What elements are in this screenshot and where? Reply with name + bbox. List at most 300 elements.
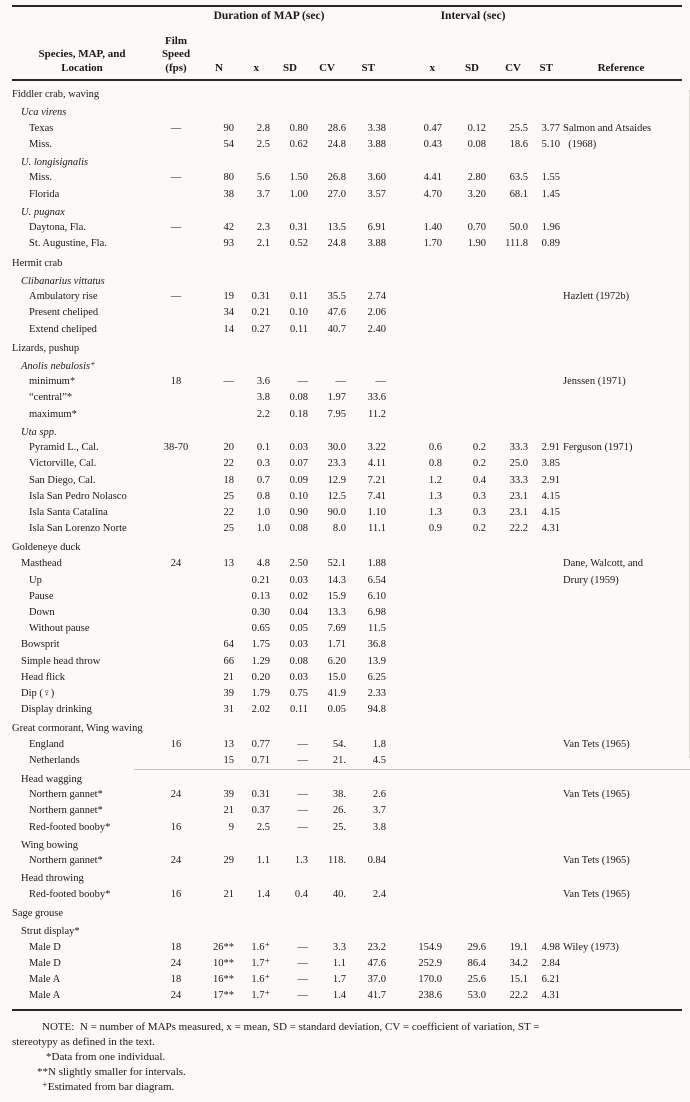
duration-sd-value: 0.07	[289, 458, 308, 470]
duration-st-value: 3.22	[367, 442, 386, 454]
interval-st-value	[528, 737, 560, 753]
duration-sd-value: 0.08	[289, 523, 308, 535]
reference-value: Salmon and Atsaides	[563, 122, 652, 134]
row-label: Hermit crab	[12, 257, 63, 269]
reference-value	[560, 686, 682, 702]
interval-sd-value	[442, 605, 486, 621]
table-row	[12, 390, 682, 406]
interval-sd-value: 53.0	[467, 990, 486, 1002]
interval-st-value	[528, 621, 560, 637]
duration-sd-value: 2.50	[289, 558, 308, 570]
duration-sd-value: 0.03	[289, 574, 308, 586]
interval-st-value	[528, 305, 560, 321]
duration-cv-value: 26.8	[327, 172, 346, 184]
duration-st-value	[346, 203, 386, 222]
interval-cv-value	[486, 322, 528, 338]
interval-st-value: 4.98	[541, 941, 560, 953]
duration-st-value	[346, 770, 386, 789]
table-row	[12, 170, 682, 186]
duration-cv-value: 13.5	[327, 222, 346, 234]
interval-cv-value	[486, 573, 528, 589]
n-value: 14	[223, 323, 234, 335]
interval-st-value	[528, 869, 560, 888]
n-value: 9	[228, 821, 234, 833]
interval-mean-value	[386, 621, 442, 637]
table-row	[12, 203, 682, 221]
row-label: England	[29, 739, 64, 751]
duration-cv-value: 40.	[332, 888, 346, 900]
duration-st-value: 3.57	[367, 188, 386, 200]
duration-cv-value: 6.20	[327, 655, 346, 667]
interval-sd-value	[442, 322, 486, 338]
reference-value	[560, 922, 682, 941]
interval-st-value: 1.45	[541, 188, 560, 200]
reference-value	[560, 456, 682, 472]
interval-cv-value	[486, 686, 528, 702]
interval-st-value	[528, 654, 560, 670]
duration-st-value: 11.5	[368, 623, 386, 635]
n-value: 93	[223, 238, 234, 250]
interval-st-value: 6.21	[541, 973, 560, 985]
duration-mean-value	[234, 423, 270, 442]
interval-cv-value	[486, 922, 528, 941]
duration-st-value: 36.8	[367, 639, 386, 651]
table-row	[12, 737, 682, 753]
interval-sd-value	[442, 637, 486, 653]
reference-value	[560, 473, 682, 489]
duration-cv-value: 54.	[332, 739, 346, 751]
film-speed-value	[152, 153, 200, 172]
interval-mean-value	[386, 869, 442, 888]
duration-st-column-heading: ST	[361, 61, 375, 74]
duration-cv-value	[308, 203, 346, 222]
interval-st-value: 3.77	[541, 122, 560, 134]
film-speed-value	[152, 236, 200, 252]
duration-cv-value: 30.0	[327, 442, 346, 454]
interval-cv-column-heading: CV	[505, 61, 521, 74]
interval-sd-value: 3.20	[467, 188, 486, 200]
film-speed-value: —	[170, 222, 182, 234]
reference-value	[560, 305, 682, 321]
reference-value	[560, 170, 682, 186]
duration-st-value: 11.2	[368, 408, 386, 420]
table-row	[12, 440, 682, 456]
film-speed-value: 18	[170, 973, 182, 985]
interval-st-value	[528, 803, 560, 819]
n-value: 21	[223, 805, 234, 817]
duration-sd-value: —	[297, 739, 308, 751]
table-row	[12, 573, 682, 589]
duration-mean-value: 1.6⁺	[251, 973, 270, 985]
table-row	[12, 853, 682, 869]
interval-sd-value: 0.12	[467, 122, 486, 134]
duration-mean-value	[234, 836, 270, 855]
row-label: Display drinking	[21, 704, 92, 716]
interval-st-value	[528, 203, 560, 222]
interval-cv-value	[486, 869, 528, 888]
film-speed-value: 24	[170, 957, 182, 969]
interval-sd-value: 2.80	[467, 172, 486, 184]
duration-cv-value	[308, 272, 346, 291]
interval-cv-value	[486, 357, 528, 376]
table-row	[12, 589, 682, 605]
duration-st-value: 7.41	[367, 490, 386, 502]
duration-st-value	[346, 922, 386, 941]
table-row	[12, 670, 682, 686]
row-label: Daytona, Fla.	[29, 222, 86, 234]
duration-sd-value	[270, 357, 308, 376]
interval-st-value	[528, 407, 560, 423]
table-row	[12, 621, 682, 637]
film-speed-value: —	[170, 172, 182, 184]
film-speed-value	[152, 670, 200, 686]
n-value	[200, 407, 234, 423]
film-speed-value	[152, 836, 200, 855]
duration-sd-value: 1.50	[289, 172, 308, 184]
duration-sd-value: 0.03	[289, 442, 308, 454]
interval-mean-value	[386, 637, 442, 653]
interval-st-value	[528, 423, 560, 442]
interval-sd-value	[442, 374, 486, 390]
row-label: Great cormorant, Wing waving	[12, 723, 143, 735]
duration-cv-value: 15.0	[327, 671, 346, 683]
interval-st-value: 2.91	[541, 442, 560, 454]
duration-mean-value: 2.8	[256, 122, 270, 134]
interval-sd-value	[442, 305, 486, 321]
interval-sd-value: 0.70	[467, 222, 486, 234]
duration-mean-value: 1.7⁺	[251, 957, 270, 969]
interval-mean-value: 1.2	[428, 474, 442, 486]
n-value: —	[223, 376, 234, 388]
interval-mean-value	[386, 820, 442, 836]
interval-cv-value	[486, 621, 528, 637]
duration-mean-value: 5.6	[256, 172, 270, 184]
duration-sd-value: 0.75	[289, 687, 308, 699]
duration-cv-value: 47.6	[327, 307, 346, 319]
note-line-1: NOTE: N = number of MAPs measured, x = mean, SD = standard deviation, CV = coefficient of variation, ST =	[42, 1021, 540, 1034]
reference-value	[560, 605, 682, 621]
interval-st-value	[528, 272, 560, 291]
duration-sd-value: 0.52	[289, 238, 308, 250]
interval-cv-value: 23.1	[509, 490, 528, 502]
duration-st-value: 6.91	[367, 222, 386, 234]
reference-value	[560, 621, 682, 637]
film-speed-value	[152, 456, 200, 472]
table-row	[12, 869, 682, 887]
duration-cv-value: 7.95	[327, 408, 346, 420]
n-value: 29	[223, 855, 234, 867]
row-label: Without pause	[29, 623, 90, 635]
duration-st-value: 33.6	[367, 392, 386, 404]
duration-mean-value: 1.29	[251, 655, 270, 667]
interval-mean-value	[386, 556, 442, 572]
interval-mean-value	[386, 770, 442, 789]
reference-value	[560, 753, 682, 769]
interval-sd-value	[442, 589, 486, 605]
duration-sd-value	[270, 272, 308, 291]
duration-mean-value: 0.31	[251, 789, 270, 801]
duration-cv-value	[308, 153, 346, 172]
duration-st-value: 2.6	[372, 789, 386, 801]
interval-st-value: 5.10	[541, 138, 560, 150]
film-speed-value: 24	[170, 558, 182, 570]
duration-st-value: 3.38	[367, 122, 386, 134]
duration-st-value: 6.10	[367, 590, 386, 602]
duration-sd-value: —	[297, 973, 308, 985]
table-row	[12, 556, 682, 572]
n-value: 13	[223, 739, 234, 751]
duration-mean-value: 4.8	[256, 558, 270, 570]
reference-value	[560, 670, 682, 686]
film-speed-value	[152, 505, 200, 521]
duration-mean-value: 1.6⁺	[251, 941, 270, 953]
duration-st-value	[346, 153, 386, 172]
table-row	[12, 338, 682, 357]
interval-mean-value: 1.70	[423, 238, 442, 250]
reference-value	[560, 272, 682, 291]
interval-cv-value: 68.1	[509, 188, 528, 200]
interval-cv-value	[486, 289, 528, 305]
reference-value	[560, 988, 682, 1004]
row-label: St. Augustine, Fla.	[29, 238, 107, 250]
interval-mean-value	[386, 605, 442, 621]
interval-st-value	[528, 589, 560, 605]
row-label: Victorville, Cal.	[29, 458, 97, 470]
row-label: Male D	[29, 941, 61, 953]
row-label: Masthead	[21, 558, 62, 570]
interval-cv-value: 25.0	[509, 458, 528, 470]
table-row	[12, 903, 682, 922]
table-row	[12, 702, 682, 718]
duration-mean-value: 3.6	[256, 376, 270, 388]
interval-sd-value	[442, 556, 486, 572]
duration-cv-value: 14.3	[327, 574, 346, 586]
reference-value	[560, 654, 682, 670]
interval-sd-value	[442, 737, 486, 753]
reference-value	[560, 236, 682, 252]
film-speed-value	[152, 869, 200, 888]
n-value	[200, 390, 234, 406]
interval-mean-value	[386, 737, 442, 753]
interval-st-value: 0.89	[541, 238, 560, 250]
n-value	[200, 423, 234, 442]
interval-st-value: 3.85	[541, 458, 560, 470]
duration-mean-value: 0.1	[256, 442, 270, 454]
duration-cv-value: 23.3	[327, 458, 346, 470]
duration-cv-value: 1.7	[332, 973, 346, 985]
duration-sd-value: —	[297, 821, 308, 833]
table-row	[12, 473, 682, 489]
interval-sd-value: 0.3	[472, 490, 486, 502]
interval-cv-value: 22.2	[509, 523, 528, 535]
fps-heading-line2: Speed	[161, 48, 191, 60]
interval-mean-value: 4.70	[423, 188, 442, 200]
interval-st-value	[528, 605, 560, 621]
duration-cv-value: 28.6	[327, 122, 346, 134]
duration-st-value: 3.60	[367, 172, 386, 184]
interval-sd-value: 0.08	[467, 138, 486, 150]
interval-sd-value	[442, 787, 486, 803]
interval-sd-value: 25.6	[467, 973, 486, 985]
interval-st-value: 2.91	[541, 474, 560, 486]
table-row	[12, 84, 682, 103]
duration-cv-value: 52.1	[327, 558, 346, 570]
duration-mean-value	[234, 272, 270, 291]
interval-mean-value	[386, 103, 442, 122]
film-speed-value	[152, 390, 200, 406]
row-label: Red-footed booby*	[29, 821, 111, 833]
n-value	[200, 621, 234, 637]
row-label: Clibanarius vittatus	[21, 275, 105, 287]
interval-st-value	[528, 374, 560, 390]
interval-cv-value	[486, 670, 528, 686]
n-value: 39	[223, 789, 234, 801]
duration-sd-value: 0.11	[290, 291, 308, 303]
row-label: Red-footed booby*	[29, 888, 111, 900]
reference-value	[560, 357, 682, 376]
row-label: Texas	[29, 122, 54, 134]
film-speed-value	[152, 770, 200, 789]
reference-value: Hazlett (1972b)	[563, 291, 630, 303]
table-row	[12, 836, 682, 854]
interval-cv-value: 34.2	[509, 957, 528, 969]
duration-st-value: 1.88	[367, 558, 386, 570]
table-row	[12, 505, 682, 521]
film-speed-value	[152, 573, 200, 589]
n-value: 16**	[213, 973, 234, 985]
interval-sd-value	[442, 621, 486, 637]
duration-sd-value	[270, 153, 308, 172]
interval-mean-column-heading: x	[429, 61, 435, 74]
reference-value: Wiley (1973)	[563, 941, 619, 953]
table-row	[12, 972, 682, 988]
row-label: Sage grouse	[12, 908, 64, 920]
film-speed-value	[152, 637, 200, 653]
interval-mean-value	[386, 853, 442, 869]
interval-cv-value: 22.2	[509, 990, 528, 1002]
duration-st-value	[346, 423, 386, 442]
interval-mean-value	[386, 787, 442, 803]
film-speed-value	[152, 621, 200, 637]
duration-st-value: 2.4	[372, 888, 386, 900]
row-label: Male A	[29, 973, 61, 985]
n-value: 34	[223, 307, 234, 319]
interval-sd-value	[442, 869, 486, 888]
duration-mean-value: 2.02	[251, 704, 270, 716]
table-row	[12, 940, 682, 956]
n-value: 13	[223, 558, 234, 570]
interval-sd-value	[442, 803, 486, 819]
row-label: U. longisignalis	[21, 156, 89, 168]
n-value	[200, 922, 234, 941]
row-label: maximum*	[29, 408, 77, 420]
film-speed-value	[152, 521, 200, 537]
interval-mean-value	[386, 670, 442, 686]
row-label: Ambulatory rise	[29, 291, 98, 303]
row-label: Extend cheliped	[29, 323, 97, 335]
film-speed-value	[152, 357, 200, 376]
reference-column-heading: Reference	[597, 61, 645, 74]
film-speed-value	[152, 322, 200, 338]
n-value: 42	[223, 222, 234, 234]
interval-st-value	[528, 103, 560, 122]
table-row	[12, 887, 682, 903]
duration-sd-value: 0.62	[289, 138, 308, 150]
reference-value	[560, 702, 682, 718]
interval-mean-value: 0.43	[423, 138, 442, 150]
row-label: Simple head throw	[21, 655, 101, 667]
n-value: 19	[223, 291, 234, 303]
duration-st-value: 37.0	[367, 973, 386, 985]
interval-sd-value: 0.2	[472, 442, 486, 454]
interval-mean-value	[386, 305, 442, 321]
reference-value: (1968)	[563, 138, 597, 150]
duration-cv-value	[308, 922, 346, 941]
interval-cv-value: 25.5	[509, 122, 528, 134]
interval-mean-value: 170.0	[418, 973, 442, 985]
interval-cv-value: 18.6	[509, 138, 528, 150]
duration-sd-value: 0.02	[289, 590, 308, 602]
interval-st-value	[528, 670, 560, 686]
footnote-single-asterisk: *Data from one individual.	[46, 1051, 166, 1064]
interval-st-value: 4.15	[541, 507, 560, 518]
interval-st-value	[528, 289, 560, 305]
duration-cv-value: 0.05	[327, 704, 346, 716]
n-value	[200, 272, 234, 291]
duration-cv-value: 118.	[328, 855, 346, 867]
table-row	[12, 753, 682, 769]
duration-mean-value	[234, 203, 270, 222]
duration-mean-value: 1.4	[256, 888, 270, 900]
table-row	[12, 187, 682, 203]
n-value	[200, 357, 234, 376]
row-label: Northern gannet*	[29, 855, 103, 867]
duration-mean-value: 0.7	[256, 474, 270, 486]
duration-st-value: 1.10	[367, 507, 386, 518]
film-speed-value	[152, 489, 200, 505]
duration-mean-value: 0.8	[256, 490, 270, 502]
interval-st-value	[528, 853, 560, 869]
duration-mean-value: 0.3	[256, 458, 270, 470]
interval-st-value: 1.55	[541, 172, 560, 184]
duration-cv-value: 21.	[332, 755, 346, 767]
n-value: 64	[223, 639, 234, 651]
interval-cv-value	[486, 803, 528, 819]
duration-st-value: 2.06	[367, 307, 386, 319]
interval-cv-value	[486, 737, 528, 753]
duration-sd-value: —	[297, 755, 308, 767]
duration-st-value	[346, 869, 386, 888]
interval-mean-value	[386, 153, 442, 172]
duration-cv-value	[308, 770, 346, 789]
n-value	[200, 103, 234, 122]
row-label: Miss.	[29, 172, 53, 184]
interval-cv-value	[486, 589, 528, 605]
interval-sd-value	[442, 654, 486, 670]
row-label: Miss.	[29, 138, 53, 150]
duration-mean-value: 0.27	[251, 323, 270, 335]
row-label: Male D	[29, 957, 61, 969]
duration-sd-value: 0.10	[289, 490, 308, 502]
duration-cv-value: 26.	[332, 805, 346, 817]
interval-st-value	[528, 753, 560, 769]
interval-cv-value	[486, 770, 528, 789]
interval-sd-value	[442, 203, 486, 222]
duration-st-value: 3.8	[372, 821, 386, 833]
row-label: Lizards, pushup	[12, 342, 80, 354]
interval-mean-value	[386, 390, 442, 406]
row-label: San Diego, Cal.	[29, 474, 96, 486]
